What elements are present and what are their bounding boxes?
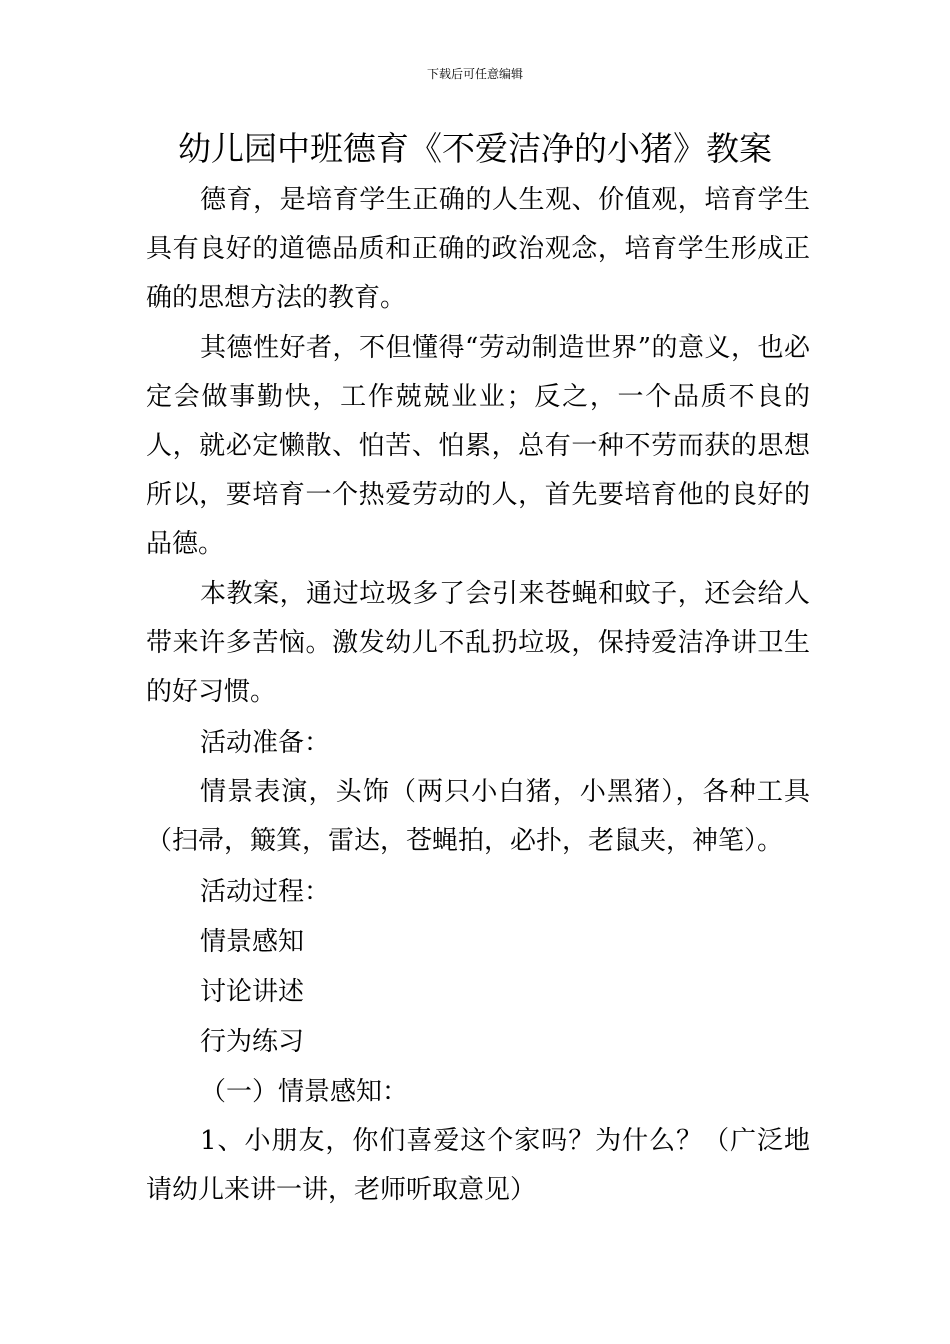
list-item-discussion: 讨论讲述: [200, 977, 305, 1007]
heading-activity-process: 活动过程：: [200, 877, 331, 907]
section-heading-scene-perception: （一）情景感知：: [200, 1077, 409, 1107]
list-item-scene-perception: 情景感知: [200, 927, 305, 957]
document-title: 幼儿园中班德育《不爱洁净的小猪》教案: [178, 129, 772, 168]
paragraph-lesson-purpose: 本教案，通过垃圾多了会引来苍蝇和蚊子，还会给人带来许多苦恼。激发幼儿不乱扔垃圾，保持爱洁净讲卫生的好习惯。: [146, 579, 810, 707]
header-note: 下载后可任意编辑: [426, 67, 523, 81]
paragraph-labor-virtue: 其德性好者，不但懂得“劳动制造世界”的意义，也必定会做事勤快，工作兢兢业业；反之，一个品质不良的人，就必定懒散、怕苦、怕累，总有一种不劳而获的思想所以，要培育一个热爱劳动的人，首先要培育他的良好的品德。: [146, 333, 810, 559]
heading-activity-preparation: 活动准备：: [200, 728, 331, 758]
paragraph-question-one: 1、小朋友，你们喜爱这个家吗？为什么？（广泛地请幼儿来讲一讲，老师听取意见）: [146, 1126, 810, 1205]
paragraph-moral-education-definition: 德育，是培育学生正确的人生观、价值观，培育学生具有良好的道德品质和正确的政治观念，培育学生形成正确的思想方法的教育。: [146, 185, 810, 313]
document-body: [146, 176, 810, 1215]
list-item-behavior-practice: 行为练习: [200, 1027, 305, 1057]
paragraph-preparation-materials: 情景表演，头饰（两只小白猪，小黑猪），各种工具（扫帚，簸箕，雷达，苍蝇拍，必扑，老鼠夹，神笔）。: [146, 777, 810, 856]
